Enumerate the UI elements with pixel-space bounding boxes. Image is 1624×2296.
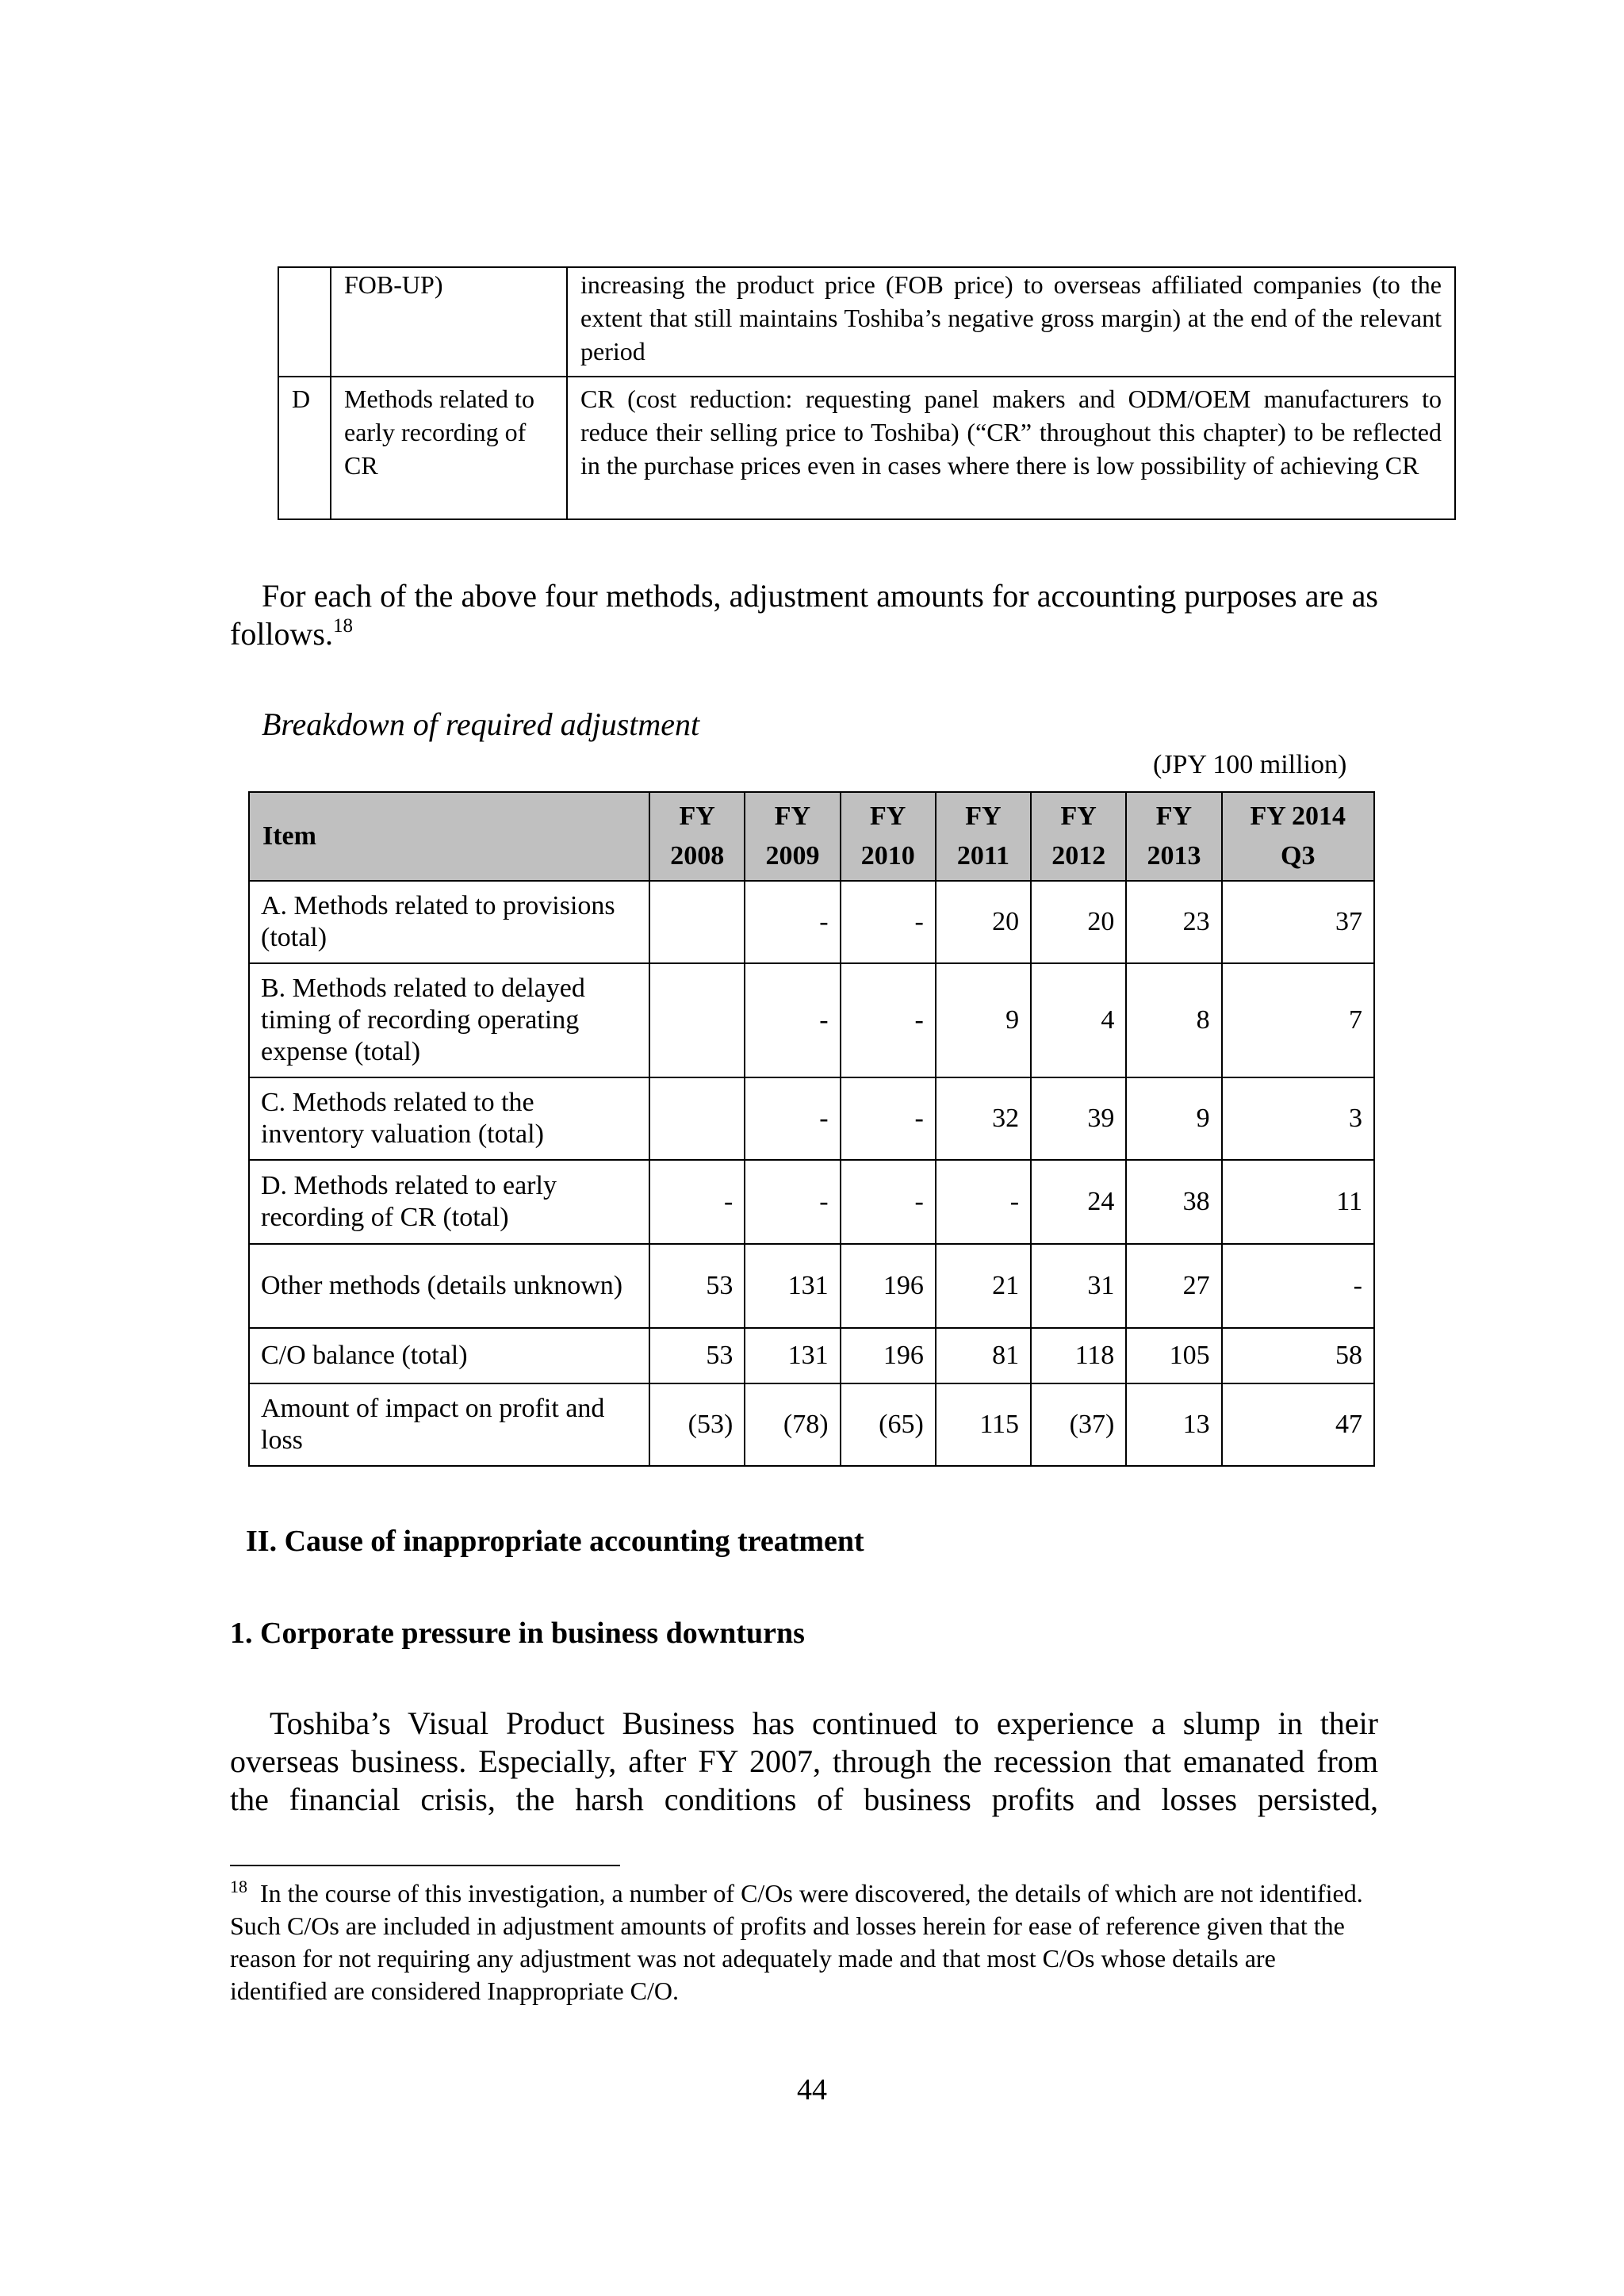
table-cell: 4 — [1031, 963, 1126, 1077]
table-cell: 20 — [1031, 881, 1126, 963]
methods-table — [278, 266, 1456, 520]
table-row — [249, 881, 1374, 963]
table-cell: 115 — [936, 1383, 1031, 1466]
section-heading: II. Cause of inappropriate accounting treatment — [246, 1525, 864, 1558]
row-label: B. Methods related to delayed timing of recording operating expense (total) — [249, 963, 649, 1077]
table-cell: 8 — [1126, 963, 1221, 1077]
table-cell: 11 — [1222, 1160, 1374, 1244]
table-cell: 196 — [841, 1244, 936, 1328]
header-year: FY 2009 — [745, 792, 840, 881]
table-cell: 32 — [936, 1077, 1031, 1160]
footnote-text: In the course of this investigation, a number of C/Os were discovered, the details of which are not identified. Such C/Os are included in adjustment amounts of profits and losses herein for ease of reference given that the reason for not requiring any adjustment was not adequately made and that most C/Os whose details are identified are considered Inappropriate C/O. — [230, 1879, 1363, 2005]
table-cell: (53) — [649, 1383, 745, 1466]
intro-text: For each of the above four methods, adjustment amounts for accounting purposes are as follows. — [230, 578, 1378, 652]
table-row — [249, 1383, 1374, 1466]
row-label: A. Methods related to provisions (total) — [249, 881, 649, 963]
table-cell: 47 — [1222, 1383, 1374, 1466]
table-cell: 131 — [745, 1244, 840, 1328]
header-year: FY 2011 — [936, 792, 1031, 881]
table-cell: - — [745, 881, 840, 963]
table-cell: 37 — [1222, 881, 1374, 963]
table-cell: 3 — [1222, 1077, 1374, 1160]
table-cell: - — [649, 1160, 745, 1244]
table-cell: 9 — [1126, 1077, 1221, 1160]
table-row — [249, 1328, 1374, 1383]
table-cell: 58 — [1222, 1328, 1374, 1383]
table-cell: 27 — [1126, 1244, 1221, 1328]
method-letter — [278, 267, 331, 377]
header-year: FY 2008 — [649, 792, 745, 881]
row-label: Other methods (details unknown) — [249, 1244, 649, 1328]
table-cell — [649, 1077, 745, 1160]
body-text: Toshiba’s Visual Product Business has continued to experience a slump in their overseas business. Especially, after FY 2007, through the recession that emanated from the financial crisis, the harsh conditions of business profits and losses persisted, — [230, 1705, 1378, 1817]
subsection-heading: 1. Corporate pressure in business downturns — [230, 1617, 805, 1650]
header-year: FY 2014 Q3 — [1222, 792, 1374, 881]
method-letter: D — [278, 377, 331, 519]
table-cell: 39 — [1031, 1077, 1126, 1160]
header-year: FY 2012 — [1031, 792, 1126, 881]
table-cell: 23 — [1126, 881, 1221, 963]
page-number: 44 — [797, 2073, 827, 2107]
methods-table-row — [278, 377, 1455, 519]
table-cell: 196 — [841, 1328, 936, 1383]
table-cell: 13 — [1126, 1383, 1221, 1466]
table-cell: 81 — [936, 1328, 1031, 1383]
table-cell — [649, 963, 745, 1077]
table-cell: 131 — [745, 1328, 840, 1383]
row-label: C. Methods related to the inventory valuation (total) — [249, 1077, 649, 1160]
table-cell: - — [841, 963, 936, 1077]
table-cell: - — [841, 1077, 936, 1160]
adjustment-table — [248, 791, 1375, 1467]
table-cell: 7 — [1222, 963, 1374, 1077]
table-cell: - — [841, 881, 936, 963]
table-cell: 118 — [1031, 1328, 1126, 1383]
body-paragraph — [230, 1705, 1378, 1819]
intro-paragraph — [230, 577, 1378, 653]
table-cell: 9 — [936, 963, 1031, 1077]
table-row — [249, 1244, 1374, 1328]
table-cell: - — [745, 1077, 840, 1160]
table-row — [249, 1077, 1374, 1160]
table-cell — [649, 881, 745, 963]
table-cell: 38 — [1126, 1160, 1221, 1244]
table-cell: - — [745, 1160, 840, 1244]
table-header-row — [249, 792, 1374, 881]
table-row — [249, 1160, 1374, 1244]
row-label: D. Methods related to early recording of CR (total) — [249, 1160, 649, 1244]
table-cell: (78) — [745, 1383, 840, 1466]
table-cell: - — [841, 1160, 936, 1244]
footnote-number: 18 — [230, 1877, 247, 1896]
method-name: Methods related to early recording of CR — [331, 377, 567, 519]
methods-table-row — [278, 267, 1455, 377]
method-description: increasing the product price (FOB price) to overseas affiliated companies (to the extent that still maintains Toshiba’s negative gross margin) at the end of the relevant period — [567, 267, 1455, 377]
table-cell: 24 — [1031, 1160, 1126, 1244]
table-cell: (65) — [841, 1383, 936, 1466]
header-year: FY 2013 — [1126, 792, 1221, 881]
method-name: FOB-UP) — [331, 267, 567, 377]
table-cell: (37) — [1031, 1383, 1126, 1466]
table-cell: 105 — [1126, 1328, 1221, 1383]
table-cell: - — [1222, 1244, 1374, 1328]
table-cell: 53 — [649, 1244, 745, 1328]
method-description: CR (cost reduction: requesting panel makers and ODM/OEM manufacturers to reduce their selling price to Toshiba) (“CR” throughout this chapter) to be reflected in the purchase prices even in cases where there is low possibility of achieving CR — [567, 377, 1455, 519]
table-row — [249, 963, 1374, 1077]
footnote-divider — [230, 1865, 620, 1866]
table-cell: 20 — [936, 881, 1031, 963]
table-cell: 21 — [936, 1244, 1031, 1328]
unit-label: (JPY 100 million) — [1153, 750, 1347, 779]
row-label: C/O balance (total) — [249, 1328, 649, 1383]
table-cell: - — [745, 963, 840, 1077]
table-cell: 53 — [649, 1328, 745, 1383]
footnote — [230, 1877, 1378, 2007]
row-label: Amount of impact on profit and loss — [249, 1383, 649, 1466]
header-year: FY 2010 — [841, 792, 936, 881]
table-cell: 31 — [1031, 1244, 1126, 1328]
footnote-reference: 18 — [333, 615, 353, 637]
header-item: Item — [249, 792, 649, 881]
table-caption: Breakdown of required adjustment — [262, 706, 700, 742]
table-cell: - — [936, 1160, 1031, 1244]
